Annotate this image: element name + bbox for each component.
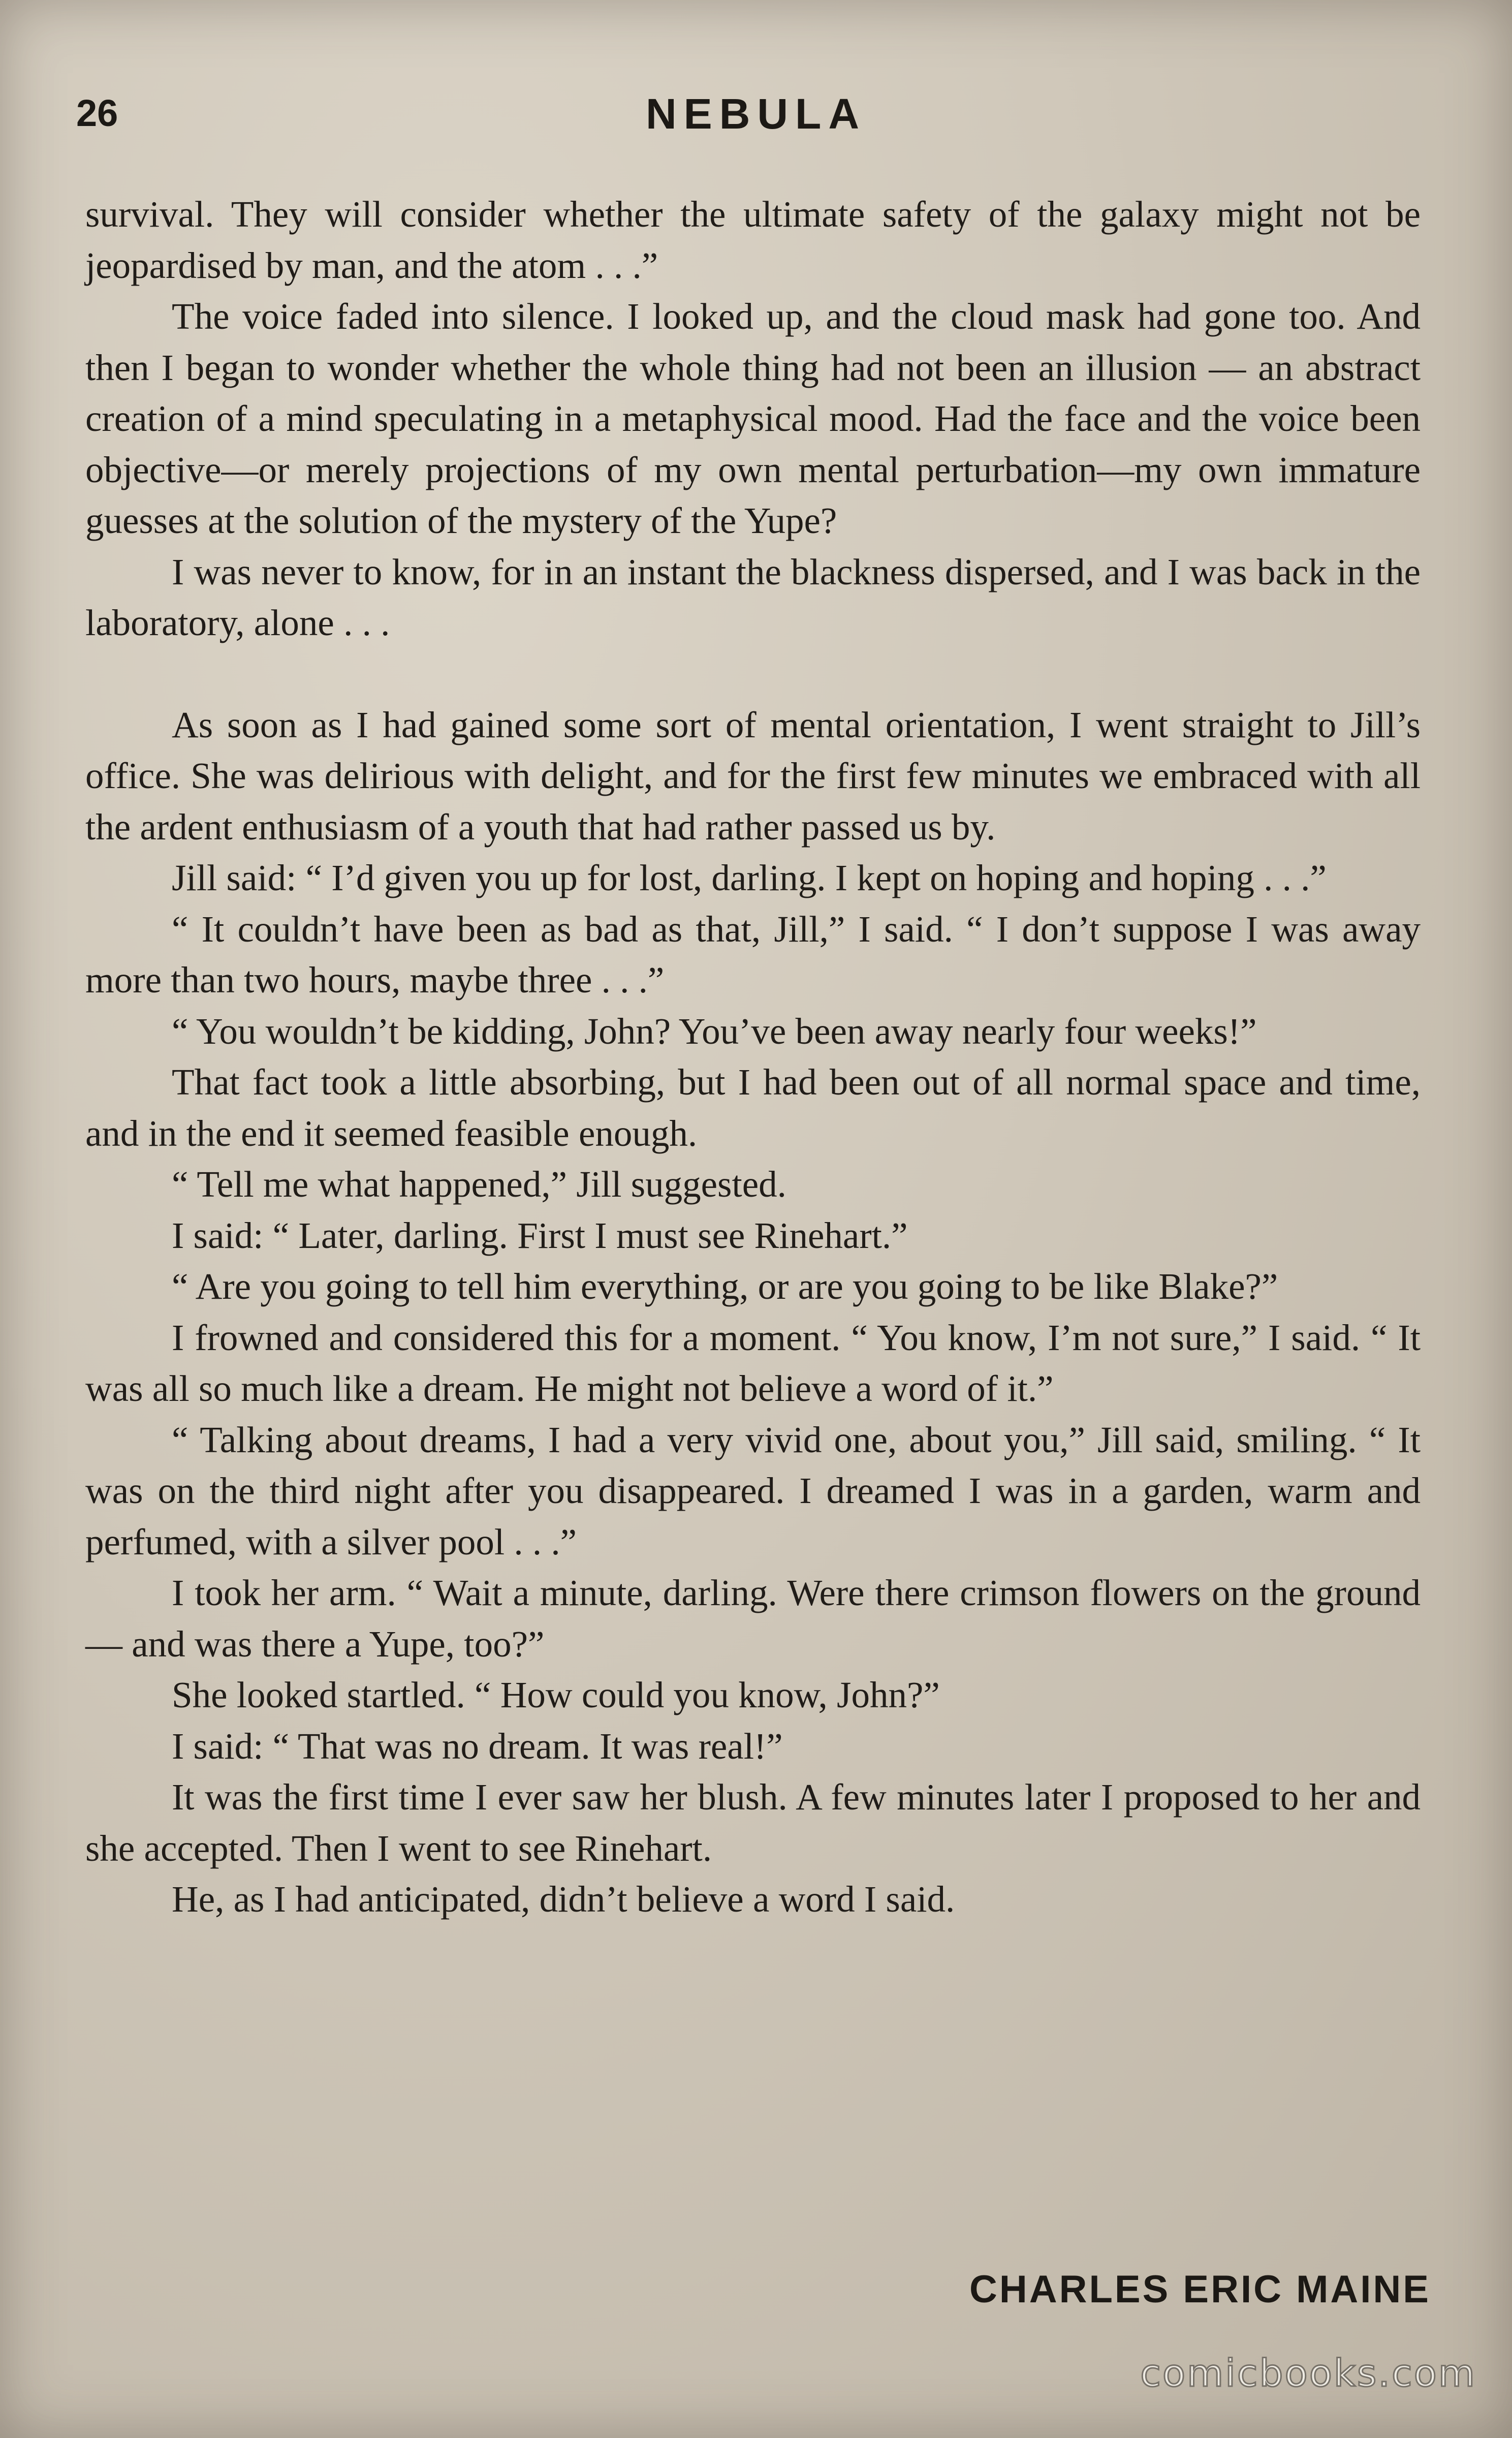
paragraph: She looked startled. “ How could you know, John?” [172,1674,940,1715]
paragraph: “ It couldn’t have been as bad as that, Jill,” I said. “ I don’t suppose I was away more than two hours, maybe three . . .” [85,908,1421,1001]
paragraph: I frowned and considered this for a moment. “ You know, I’m not sure,” I said. “ It was all so much like a dream. He might not believe a word of it.” [85,1317,1421,1409]
paragraph: “ Are you going to tell him everything, or are you going to be like Blake?” [172,1266,1278,1307]
paragraph: The voice faded into silence. I looked up, and the cloud mask had gone too. And then I began to wonder whether the whole thing had not been an illusion — an abstract creation of a mind speculating in a metaphysical mood. Had the face and the voice been objective—or merely projections of my own mental perturbation—my own immature guesses at the solution of the mystery of the Yupe? [85,296,1421,541]
author-byline: CHARLES ERIC MAINE [969,2268,1431,2311]
page-number: 26 [76,92,118,134]
page-header [0,86,1512,147]
paragraph: I said: “ That was no dream. It was real!” [172,1725,783,1767]
paragraph: “ Talking about dreams, I had a very vivid one, about you,” Jill said, smiling. “ It was on the third night after you disappeared. I dreamed I was in a garden, warm and perfumed, with a silver pool . . .” [85,1419,1421,1562]
story-text [85,189,1421,1925]
paragraph: He, as I had anticipated, didn’t believe a word I said. [172,1879,955,1920]
paragraph: I took her arm. “ Wait a minute, darling. Were there crimson flowers on the ground — and was there a Yupe, too?” [85,1572,1421,1665]
paragraph: That fact took a little absorbing, but I had been out of all normal space and time, and in the end it seemed feasible enough. [85,1061,1421,1154]
paragraph: Jill said: “ I’d given you up for lost, darling. I kept on hoping and hoping . . .” [172,857,1327,898]
watermark: comicbooks.com [1140,2352,1476,2395]
magazine-title: NEBULA [646,90,866,138]
paragraph: “ You wouldn’t be kidding, John? You’ve been away nearly four weeks!” [172,1010,1257,1052]
paragraph: It was the first time I ever saw her blush. A few minutes later I proposed to her and she accepted. Then I went to see Rinehart. [85,1776,1421,1869]
paragraph: As soon as I had gained some sort of mental orientation, I went straight to Jill’s office. She was delirious with delight, and for the first few minutes we embraced with all the ardent enthusiasm of a youth that had rather passed us by. [85,704,1421,848]
paragraph: I was never to know, for in an instant the blackness dispersed, and I was back in the laboratory, alone . . . [85,551,1421,643]
paragraph: I said: “ Later, darling. First I must see Rinehart.” [172,1214,908,1256]
paragraph: “ Tell me what happened,” Jill suggested. [172,1164,786,1205]
paragraph: survival. They will consider whether the ultimate safety of the galaxy might not be jeopardised by man, and the atom . . .” [85,194,1421,286]
